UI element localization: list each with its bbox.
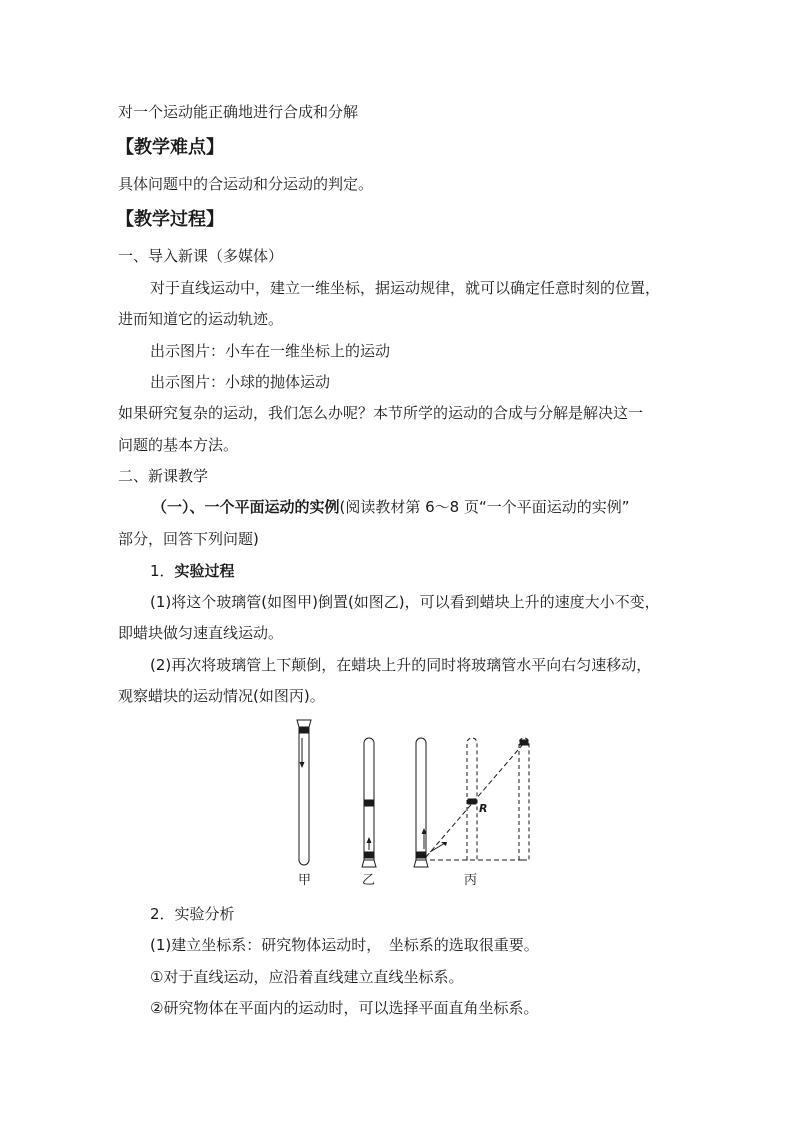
text-line: 对一个运动能正确地进行合成和分解 [118,103,359,121]
section-heading: 【教学难点】 [116,137,224,158]
text-line: 2．实验分析 [150,905,235,923]
text-line: (1)建立坐标系：研究物体运动时， 坐标系的选取很重要。 [150,936,539,954]
text-line: ②研究物体在平面内的运动时，可以选择平面直角坐标系。 [150,999,539,1017]
text-line: ①对于直线运动，应沿着直线建立直线坐标系。 [150,968,464,986]
list-number: 1． [150,562,175,580]
dashed-tube-right [519,738,529,860]
text-line: 如果研究复杂的运动，我们怎么办呢？本节所学的运动的合成与分解是解决这一 [118,404,644,422]
text-line: 问题的基本方法。 [118,436,239,454]
bold-subheading: 实验过程 [174,562,235,580]
tube-yi [362,738,376,867]
text-line: 出示图片：小球的抛体运动 [150,373,331,391]
text-line: 具体问题中的合运动和分运动的判定。 [118,175,374,193]
text-span: (阅读教材第 6～8 页“一个平面运动的实例” [339,498,630,516]
wax-block-right [520,740,528,745]
trajectory-line [426,743,524,857]
text-line: 一、导入新课（多媒体） [118,247,284,265]
text-line: (2)再次将玻璃管上下颠倒，在蜡块上升的同时将玻璃管水平向右匀速移动， [150,656,652,674]
label-yi: 乙 [362,873,376,888]
label-R: R [479,802,488,815]
text-line: 部分，回答下列问题) [118,530,259,548]
text-line: 进而知道它的运动轨迹。 [118,310,284,328]
tube-bing [414,738,447,867]
text-line [150,561,235,581]
experiment-figure [280,712,540,892]
text-line: 观察蜡块的运动情况(如图丙)。 [118,687,325,705]
label-jia: 甲 [298,873,312,888]
bold-subheading: （一）、一个平面运动的实例 [152,498,340,516]
text-line [152,497,630,517]
text-line: (1)将这个玻璃管(如图甲)倒置(如图乙)，可以看到蜡块上升的速度大小不变， [150,593,660,611]
text-line: 出示图片：小车在一维坐标上的运动 [150,342,391,360]
label-bing: 丙 [464,873,478,888]
text-line: 即蜡块做匀速直线运动。 [118,624,284,642]
tube-jia [297,720,311,865]
text-line: 对于直线运动中，建立一维坐标，据运动规律，就可以确定任意时刻的位置， [150,279,661,297]
section-heading: 【教学过程】 [116,209,224,230]
text-line: 二、新课教学 [118,467,209,485]
